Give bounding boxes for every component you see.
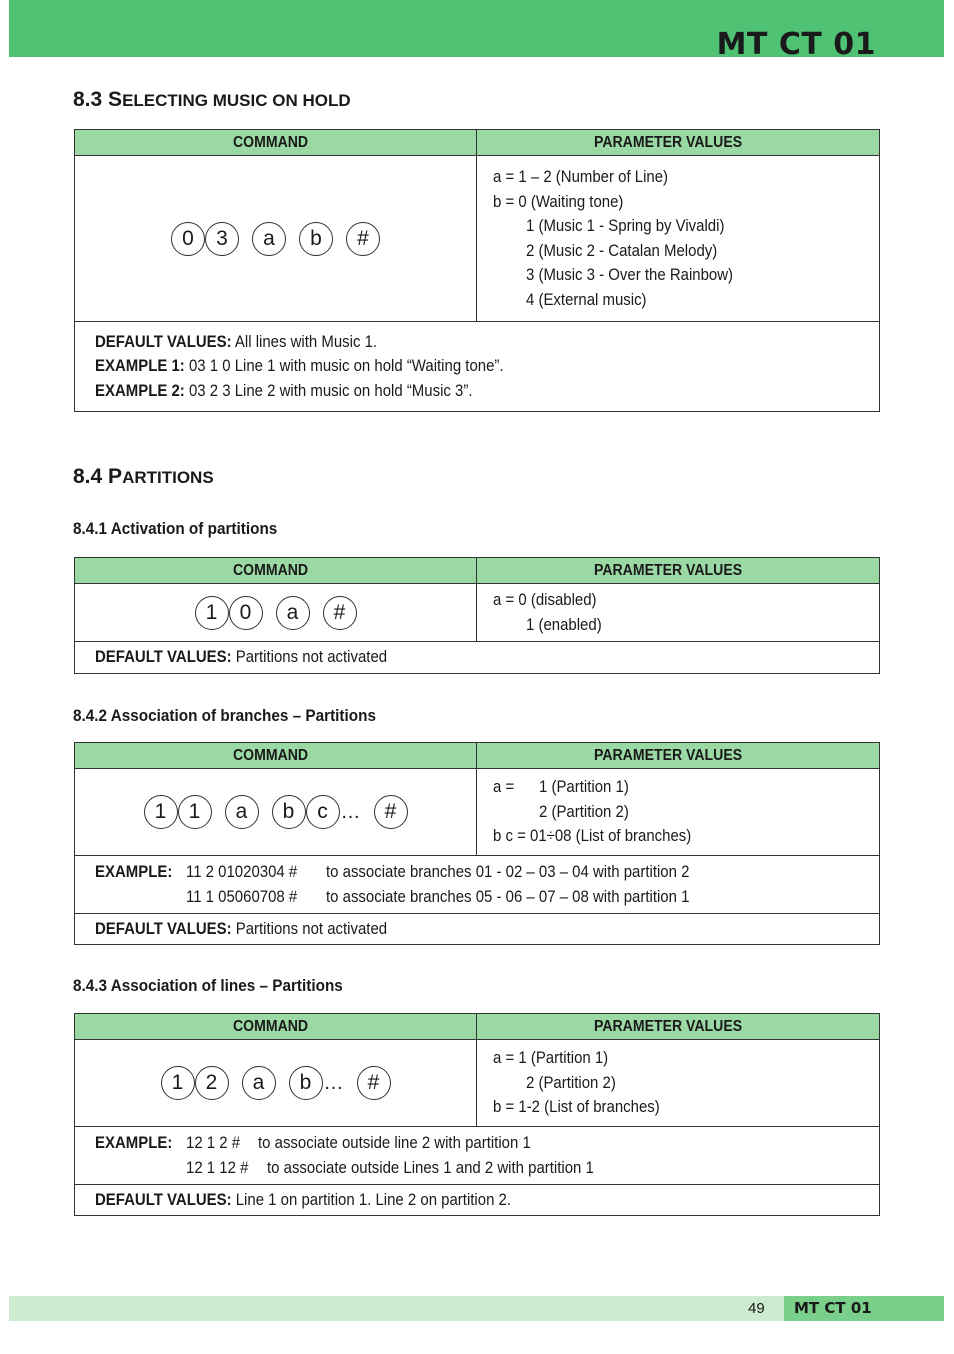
command-header: COMMAND [75, 1014, 477, 1040]
example-row: EXAMPLE: 12 1 2 # to associate outside line 2 with partition 1 12 1 12 # to associate outside Lines 1 and 2 with partition 1 [75, 1127, 880, 1185]
parameter-values-header: PARAMETER VALUES [477, 743, 880, 769]
key: 1 [161, 1066, 195, 1100]
subsection-8-4-1-heading: 8.4.1 Activation of partitions [73, 519, 278, 538]
footer-title: MT CT 01 [794, 1299, 872, 1317]
key: # [374, 795, 408, 829]
key: 1 [144, 795, 178, 829]
key: 1 [178, 795, 212, 829]
key: # [323, 596, 357, 630]
ellipsis: … [340, 800, 361, 823]
parameter-values-header: PARAMETER VALUES [477, 130, 880, 156]
key: c [306, 795, 340, 829]
default-values-row: DEFAULT VALUES: Line 1 on partition 1. Line 2 on partition 2. [75, 1185, 880, 1216]
command-keys [75, 769, 477, 856]
command-header: COMMAND [75, 130, 477, 156]
key: # [346, 222, 380, 256]
key: a [225, 795, 259, 829]
branches-partitions-table [74, 742, 880, 945]
section-title-rest: ARTITIONS [122, 468, 214, 487]
section-title-rest: ELECTING MUSIC ON HOLD [122, 91, 351, 110]
defaults-and-examples: DEFAULT VALUES: All lines with Music 1. EXAMPLE 1: 03 1 0 Line 1 with music on hold “Waiting tone”. EXAMPLE 2: 03 2 3 Line 2 with music on hold “Music 3”. [75, 322, 880, 412]
command-header: COMMAND [75, 743, 477, 769]
section-title-initial: S [108, 88, 123, 111]
section-8-3-heading [73, 88, 351, 112]
command-keys [75, 156, 477, 322]
key: 0 [229, 596, 263, 630]
key: 3 [205, 222, 239, 256]
key: b [289, 1066, 323, 1100]
parameter-values: a = 1 (Partition 1) 2 (Partition 2) b = 1-2 (List of branches) [477, 1040, 880, 1127]
music-on-hold-table [74, 129, 880, 412]
command-keys [75, 1040, 477, 1127]
subsection-8-4-3-heading: 8.4.3 Association of lines – Partitions [73, 976, 343, 995]
example-row: EXAMPLE: 11 2 01020304 # to associate branches 01 - 02 – 03 – 04 with partition 2 11 1 05060708 # to associate branches 05 - 06 – 07 – 08 with partition 1 [75, 856, 880, 914]
lines-partitions-table [74, 1013, 880, 1216]
key: 0 [171, 222, 205, 256]
command-keys [75, 584, 477, 642]
activation-partitions-table [74, 557, 880, 674]
key: a [242, 1066, 276, 1100]
subsection-8-4-2-heading: 8.4.2 Association of branches – Partitions [73, 706, 376, 725]
document-title: MT CT 01 [716, 27, 876, 62]
default-values-row: DEFAULT VALUES: Partitions not activated [75, 642, 880, 674]
key: a [252, 222, 286, 256]
parameter-values: a = 1 (Partition 1) 2 (Partition 2) b c = 01÷08 (List of branches) [477, 769, 880, 856]
key: b [272, 795, 306, 829]
key: 2 [195, 1066, 229, 1100]
key: 1 [195, 596, 229, 630]
page-number: 49 [748, 1300, 765, 1317]
section-title-initial: P [108, 465, 123, 488]
command-header: COMMAND [75, 558, 477, 584]
section-8-4-heading [73, 465, 214, 489]
section-number: 8.3 [73, 88, 103, 111]
section-number: 8.4 [73, 465, 103, 488]
key: a [276, 596, 310, 630]
parameter-values-header: PARAMETER VALUES [477, 1014, 880, 1040]
parameter-values: a = 0 (disabled) 1 (enabled) [477, 584, 880, 642]
parameter-values: a = 1 – 2 (Number of Line) b = 0 (Waiting tone) 1 (Music 1 - Spring by Vivaldi) 2 (Music 2 - Catalan Melody) 3 (Music 3 - Over the Rainbow) 4 (External music) [477, 156, 880, 322]
ellipsis: … [323, 1071, 344, 1094]
key: b [299, 222, 333, 256]
key: # [357, 1066, 391, 1100]
parameter-values-header: PARAMETER VALUES [477, 558, 880, 584]
default-values-row: DEFAULT VALUES: Partitions not activated [75, 914, 880, 945]
